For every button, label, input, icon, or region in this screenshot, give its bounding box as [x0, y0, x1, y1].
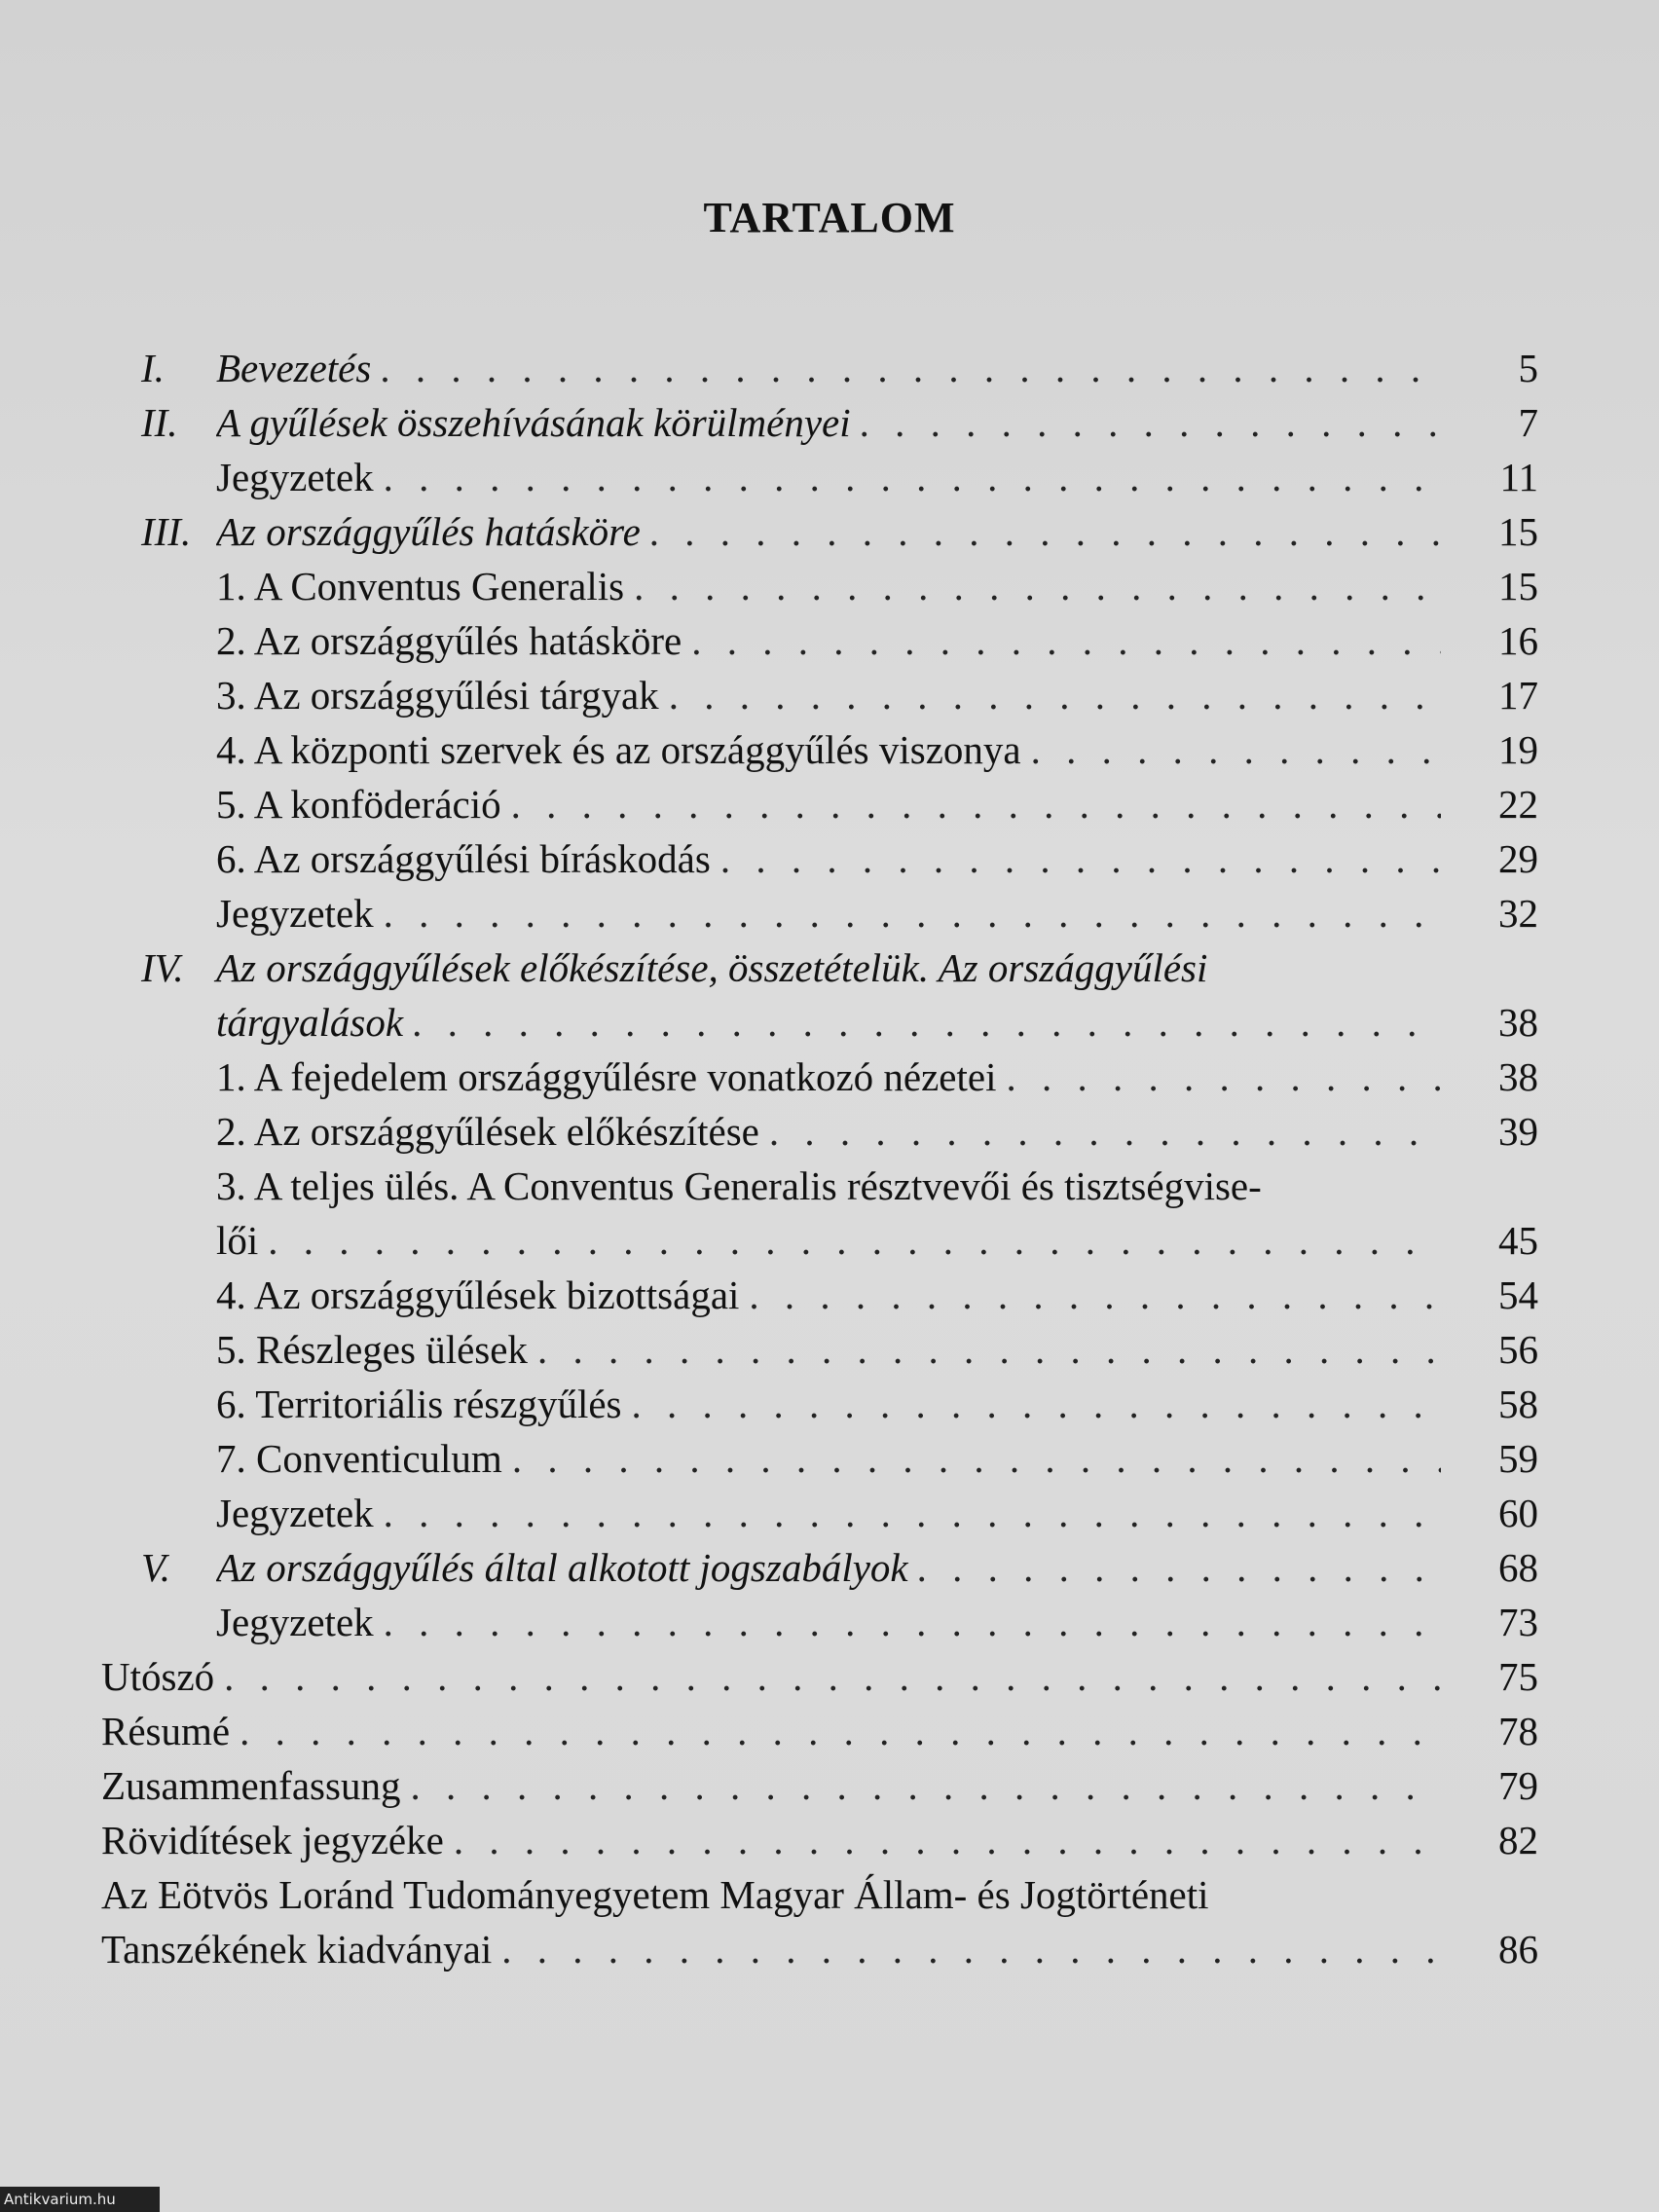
toc-entry-15-line1 [0, 1159, 1659, 1213]
toc-title: 6. Az országgyűlési bíráskodás [216, 836, 711, 881]
toc-title: Zusammenfassung [101, 1763, 401, 1808]
toc-title: 1. A Conventus Generalis [216, 564, 625, 608]
toc-entry-3 [0, 450, 1659, 504]
toc-entry-12-line2 [0, 995, 1659, 1050]
toc-entry-12-line1 [0, 940, 1659, 995]
toc-entry-20 [0, 1486, 1659, 1540]
toc-page: 7 [1518, 400, 1538, 445]
toc-page: 86 [1498, 1927, 1538, 1972]
toc-title: 7. Conventiculum [216, 1436, 502, 1481]
toc-page: 11 [1499, 455, 1538, 499]
toc-title: Az Eötvös Loránd Tudományegyetem Magyar Állam- és Jogtörténeti [101, 1872, 1209, 1917]
toc-title: Az országgyűlés által alkotott jogszabályok [216, 1545, 908, 1590]
toc-title-continued: lői [216, 1218, 259, 1263]
toc-entry-1 [0, 341, 1659, 395]
toc-title: 2. Az országgyűlések előkészítése [216, 1109, 759, 1154]
toc-entry-22 [0, 1595, 1659, 1649]
toc-entry-23 [0, 1649, 1659, 1704]
toc-title: Bevezetés [216, 346, 372, 390]
toc-page: 75 [1498, 1654, 1538, 1699]
toc-page: 79 [1498, 1763, 1538, 1808]
toc-page: 73 [1498, 1600, 1538, 1644]
toc-page: 15 [1498, 509, 1538, 554]
toc-title: 3. Az országgyűlési tárgyak [216, 673, 659, 718]
toc-title: 4. Az országgyűlések bizottságai [216, 1272, 740, 1317]
toc-page: 78 [1498, 1709, 1538, 1753]
toc-title: A gyűlések összehívásának körülményei [216, 400, 851, 445]
toc-entry-24 [0, 1704, 1659, 1758]
toc-page: 38 [1498, 1000, 1538, 1045]
toc-page: 39 [1498, 1109, 1538, 1154]
toc-entry-4 [0, 504, 1659, 559]
toc-entry-13 [0, 1050, 1659, 1104]
toc-entry-26 [0, 1813, 1659, 1867]
toc-title: Jegyzetek [216, 1600, 374, 1644]
toc-number: V. [141, 1545, 171, 1590]
toc-page: 54 [1498, 1272, 1538, 1317]
toc-title: 6. Territoriális részgyűlés [216, 1382, 622, 1426]
toc-entry-18 [0, 1377, 1659, 1431]
toc-entry-11 [0, 886, 1659, 940]
toc-entry-25 [0, 1758, 1659, 1813]
toc-page: 15 [1498, 564, 1538, 608]
toc-number: I. [141, 346, 165, 390]
toc-page: 59 [1498, 1436, 1538, 1481]
toc-entry-16 [0, 1268, 1659, 1322]
toc-title: 5. Részleges ülések [216, 1327, 528, 1372]
toc-title-continued: Tanszékének kiadványai [101, 1927, 493, 1972]
toc-entry-2 [0, 395, 1659, 450]
toc-title: 2. Az országgyűlés hatásköre [216, 618, 682, 663]
toc-page: 5 [1518, 346, 1538, 390]
toc-page: 82 [1498, 1818, 1538, 1862]
toc-entry-14 [0, 1104, 1659, 1159]
toc-page: 60 [1498, 1491, 1538, 1535]
toc-page: 17 [1498, 673, 1538, 718]
page-title: TARTALOM [703, 194, 956, 241]
toc-number: IV. [141, 945, 184, 990]
toc-title: Az országgyűlések előkészítése, összetételük. Az országgyűlési [216, 945, 1208, 990]
toc-title: 4. A központi szervek és az országgyűlés viszonya [216, 727, 1021, 772]
toc-entry-27-line1 [0, 1867, 1659, 1922]
toc-number: II. [141, 400, 178, 445]
toc-page: 22 [1498, 782, 1538, 827]
toc-entry-21 [0, 1540, 1659, 1595]
toc-title: Jegyzetek [216, 455, 374, 499]
toc-title: 1. A fejedelem országgyűlésre vonatkozó nézetei [216, 1054, 997, 1099]
toc-entry-15-line2 [0, 1213, 1659, 1268]
watermark: Antikvarium.hu [0, 2187, 160, 2212]
toc-page: 32 [1498, 891, 1538, 936]
toc-title: Az országgyűlés hatásköre [216, 509, 641, 554]
toc-page: 16 [1498, 618, 1538, 663]
toc-title: 5. A konföderáció [216, 782, 501, 827]
toc-entry-8 [0, 722, 1659, 777]
toc-title-continued: tárgyalások [216, 1000, 404, 1045]
toc-entry-10 [0, 831, 1659, 886]
toc-title: 3. A teljes ülés. A Conventus Generalis résztvevői és tisztségvise- [216, 1163, 1262, 1208]
toc-title: Rövidítések jegyzéke [101, 1818, 444, 1862]
toc-page: 38 [1498, 1054, 1538, 1099]
toc-page: 19 [1498, 727, 1538, 772]
toc-title: Résumé [101, 1709, 231, 1753]
toc-entry-9 [0, 777, 1659, 831]
toc-page: 58 [1498, 1382, 1538, 1426]
toc-entry-5 [0, 559, 1659, 613]
toc-entry-7 [0, 668, 1659, 722]
toc-title: Jegyzetek [216, 1491, 374, 1535]
toc-entry-17 [0, 1322, 1659, 1377]
toc-page: 29 [1498, 836, 1538, 881]
toc-title: Utószó [101, 1654, 215, 1699]
toc-title: Jegyzetek [216, 891, 374, 936]
toc-entry-27-line2 [0, 1922, 1659, 1976]
toc-page: 56 [1498, 1327, 1538, 1372]
toc-page: 45 [1498, 1218, 1538, 1263]
toc-number: III. [141, 509, 192, 554]
toc-entry-19 [0, 1431, 1659, 1486]
toc-page: 68 [1498, 1545, 1538, 1590]
toc-entry-6 [0, 613, 1659, 668]
